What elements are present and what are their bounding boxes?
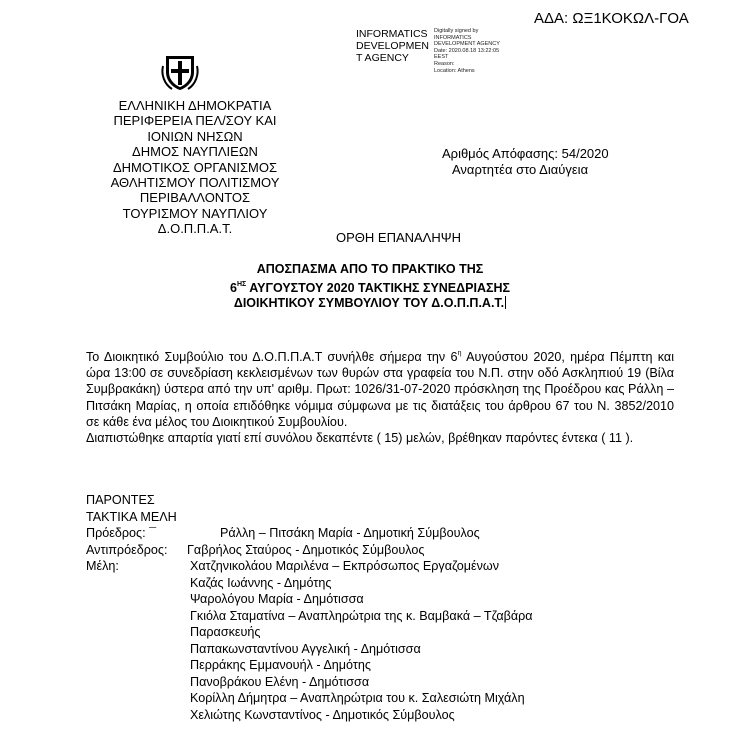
- header-line: ΤΟΥΡΙΣΜΟΥ ΝΑΥΠΛΙΟΥ: [122, 205, 268, 221]
- signature-org-line: DEVELOPMEN: [356, 40, 429, 52]
- member-name: Παρασκευής: [190, 625, 261, 639]
- body-text: Αυγούστου 2020, ημέρα Πέμπτη και ώρα 13:00 σε συνεδρίαση κεκλεισμένων των θυρών στα γραφεία του Ν.Π. στην οδό Ασκληπιού 19 (Βίλα Συμβρακάκη) ύστερα από την υπ' αριθμ. Πρωτ: 1026/31-07-2020 πρόσκληση της Προέδρου κας Ράλλη – Πιτσάκη Μαρίας, η οποία επιδόθηκε νόμιμα σύμφωνα με τις διατάξεις του άρθρου 67 του Ν. 3852/2010 σε κάθε ένα μέλος του Διοικητικού Συμβουλίου.: [86, 350, 674, 429]
- member-name: Παπακωνσταντίνου Αγγελική - Δημότισσα: [190, 641, 421, 656]
- member-row: [86, 575, 332, 592]
- document-title: [130, 262, 610, 311]
- members-section: [86, 492, 533, 723]
- member-name: Καζάς Ιωάννης - Δημότης: [190, 575, 332, 590]
- title-day: 6: [229, 281, 237, 295]
- title-line-1: ΑΠΟΣΠΑΣΜΑ ΑΠΟ ΤΟ ΠΡΑΚΤΙΚΟ ΤΗΣ: [256, 262, 484, 276]
- member-name: Χελιώτης Κωνσταντίνος - Δημοτικός Σύμβουλος: [190, 707, 455, 722]
- issuer-header: [58, 98, 332, 237]
- signature-organization: [356, 28, 430, 64]
- member-row: [86, 657, 371, 674]
- title-line-2-text: ΑΥΓΟΥΣΤΟΥ 2020 ΤΑΚΤΙΚΗΣ ΣΥΝΕΔΡΙΑΣΗΣ: [246, 281, 510, 295]
- body-superscript: η: [457, 350, 462, 357]
- member-row: [86, 641, 421, 658]
- member-row: [86, 690, 525, 707]
- signature-detail-line: Digitally signed by: [434, 28, 479, 34]
- members-heading-present: ΠΑΡΟΝΤΕΣ: [86, 493, 155, 507]
- title-day-suffix: ΗΣ: [236, 281, 247, 288]
- body-text: Το Διοικητικό Συμβούλιο του Δ.Ο.Π.Π.Α.Τ συνήλθε σήμερα την 6: [86, 350, 458, 364]
- member-row: [86, 608, 533, 625]
- header-line: ΔΗΜΟΣ ΝΑΥΠΛΙΕΩΝ: [132, 144, 258, 160]
- decision-number: Αριθμός Απόφασης: 54/2020: [442, 146, 609, 161]
- header-line: ΕΛΛΗΝΙΚΗ ΔΗΜΟΚΡΑΤΙΑ: [118, 98, 272, 113]
- body-paragraph-1: [86, 346, 674, 430]
- orthi-epanalipsi-label: ΟΡΘΗ ΕΠΑΝΑΛΗΨΗ: [336, 230, 462, 245]
- body-paragraph-2: Διαπιστώθηκε απαρτία γιατί επί συνόλου δεκαπέντε ( 15) μελών, βρέθηκαν παρόντες έντεκα ( 11 ).: [86, 431, 634, 446]
- header-line: ΑΘΛΗΤΙΣΜΟΥ ΠΟΛΙΤΙΣΜΟΥ: [110, 175, 280, 191]
- signature-detail-line: DEVELOPMENT AGENCY: [434, 41, 500, 48]
- member-role: Πρόεδρος: ¯: [86, 526, 157, 540]
- member-name: Πανοβράκου Ελένη - Δημότισσα: [190, 674, 370, 689]
- signature-detail-line: Date: 2020.08.18 13:22:05: [434, 47, 500, 54]
- signature-detail-line: EEST: [434, 54, 449, 61]
- member-row: [86, 525, 480, 542]
- header-line: ΠΕΡΙΦΕΡΕΙΑ ΠΕΛ/ΣΟΥ ΚΑΙ: [113, 113, 277, 129]
- member-name: Χατζηνικολάου Μαριλένα – Εκπρόσωπος Εργαζομένων: [190, 559, 500, 573]
- member-name: Γαβρήλος Σταύρος - Δημοτικός Σύμβουλος: [187, 542, 425, 557]
- title-line-3-text: ΔΙΟΙΚΗΤΙΚΟΥ ΣΥΜΒΟΥΛΙΟΥ ΤΟΥ Δ.Ο.Π.Π.Α.Τ.: [233, 296, 505, 310]
- members-heading-regular: ΤΑΚΤΙΚΑ ΜΕΛΗ: [86, 509, 177, 524]
- greek-coat-of-arms-icon: [160, 52, 200, 92]
- member-row: [86, 707, 455, 724]
- member-name: Ράλλη – Πιτσάκη Μαρία - Δημοτική Σύμβουλος: [220, 526, 480, 540]
- minutes-body: [86, 346, 674, 446]
- member-role: Μέλη:: [86, 559, 119, 573]
- title-line-2: [130, 277, 610, 296]
- signature-details: [434, 28, 500, 74]
- text-cursor: [505, 296, 506, 309]
- member-name: Ψαρολόγου Μαρία - Δημότισσα: [190, 592, 364, 606]
- member-role: Αντιπρόεδρος:: [86, 542, 168, 557]
- member-row: [86, 674, 370, 691]
- header-line: ΙΟΝΙΩΝ ΝΗΣΩΝ: [147, 128, 243, 144]
- member-row: [86, 542, 425, 559]
- header-line: ΠΕΡΙΒΑΛΛΟΝΤΟΣ: [139, 190, 251, 206]
- ada-code: ΑΔΑ: ΩΞ1ΚΟΚΩΛ-ΓΟΑ: [534, 10, 689, 27]
- posting-note: Αναρτητέα στο Διαύγεια: [452, 162, 589, 177]
- member-row: [86, 558, 500, 575]
- signature-detail-line: INFORMATICS: [434, 34, 472, 41]
- member-name: Κορίλλη Δήμητρα – Αναπληρώτρια του κ. Σαλεσιώτη Μιχάλη: [190, 691, 525, 705]
- member-row: [86, 624, 261, 641]
- member-name: Γκιόλα Σταματίνα – Αναπληρώτρια της κ. Βαμβακά – Τζαβάρα: [190, 608, 533, 623]
- signature-detail-line: Location: Athens: [434, 67, 475, 74]
- signature-org-line: T AGENCY: [356, 52, 409, 64]
- header-line: ΔΗΜΟΤΙΚΟΣ ΟΡΓΑΝΙΣΜΟΣ: [112, 159, 278, 175]
- decision-info: [442, 146, 609, 178]
- title-line-3: [130, 296, 610, 311]
- member-name: Περράκης Εμμανουήλ - Δημότης: [190, 658, 371, 672]
- member-row: [86, 591, 364, 608]
- signature-org-line: INFORMATICS: [356, 28, 428, 40]
- signature-detail-line: Reason:: [434, 60, 455, 67]
- header-line: Δ.Ο.Π.Π.Α.Τ.: [157, 221, 233, 237]
